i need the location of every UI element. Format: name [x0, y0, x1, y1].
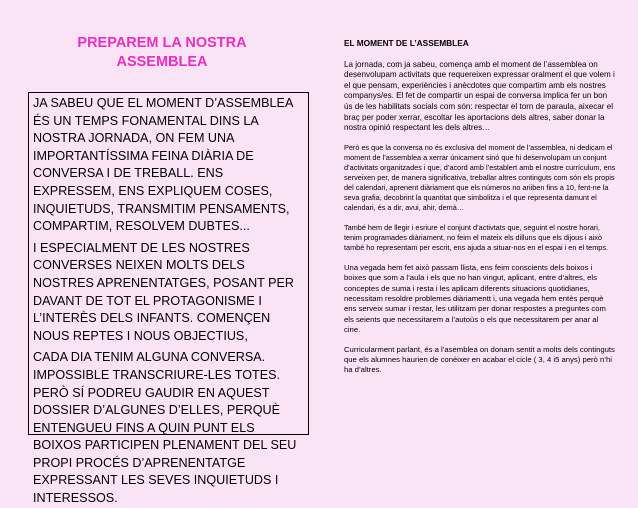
article-paragraph-3: També hem de llegir i esriure el conjunt d’activtats que, seguint el nostre horari, tenim programades diàriament, no feim el mateix els dilluns que els dijous i això també ho representam per escrit, ens ajuda a situar-nos en el espai i en el temps.	[344, 222, 609, 252]
title-line-1: PREPAREM LA NOSTRA	[77, 35, 247, 51]
assembly-article	[344, 38, 616, 385]
article-paragraph-4: Una vegada hem fet això passam llista, ens feim conscients dels boixos i boixes que som a l’aula i els que no han vingut, aplicant, entre d’altres, els conceptes de suma i resta i les aplicam diferents situacions quotidianes, necessitam resoldre problemes diàriamentt i, una vegada hem entès perquè ens serveix sumar i restar, les utilitzam per donar respostes a preguntes com els seients que necessitarem a l’autoùs o els que necessitarem per anar al cine.	[344, 262, 606, 335]
intro-text-box	[28, 92, 309, 506]
article-paragraph-1: La jornada, com ja sabeu, comença amb el moment de l’assemblea on desenvolupam activitats que requereixen expressar oralment el que volem i el que pensam, experiències i anècdotes que compartim amb els nostres companys/es. El fet de compartir un espai de conversa implica fer un bon ús de les habilitats socials com són: respectar el torn de paraula, aixecar el braç per poder xerrar, escoltar les aportacions dels altres, saber donar la nostra opinió respectant les dels altres…	[344, 59, 615, 133]
title-line-2: ASSEMBLEA	[116, 54, 208, 70]
article-heading: EL MOMENT DE L’ASSEMBLEA	[344, 38, 469, 48]
intro-paragraph-2: I ESPECIALMENT DE LES NOSTRES CONVERSES NEIXEN MOLTS DELS NOSTRES APRENENTATGES, POSANT PER DAVANT DE TOT EL PROTAGONISME I L’INTERÈS DELS INFANTS. COMENÇEN NOUS REPTES I NOUS OBJECTIUS,	[33, 240, 295, 343]
article-paragraph-5: Curricularment parlant, és a l’asemblea on donam sentit a molts dels continguts que els alumnes haurien de conèixer en acabar el cicle ( 3, 4 i5 anys) però n’hi ha d’altres.	[344, 344, 615, 375]
page-title	[52, 34, 272, 72]
intro-paragraph-3: CADA DIA TENIM ALGUNA CONVERSA. IMPOSSIBLE TRANSCRIURE-LES TOTES. PERÒ SÍ PODREU GAUDIR EN AQUEST DOSSIER D’ALGUNES D’ELLES, PERQUÈ ENTENGUEU FINS A QUIN PUNT ELS BOIXOS PARTICIPEN PLENAMENT DEL SEU PROPI PROCÉS D’APRENENTATGE EXPRESSANT LES SEVES INQUIETUDS I INTERESSOS.	[33, 350, 297, 506]
intro-paragraph-1: JA SABEU QUE EL MOMENT D’ASSEMBLEA ÉS UN TEMPS FONAMENTAL DINS LA NOSTRA JORNADA, ON FEM UNA IMPORTANTÍSSIMA FEINA DIÀRIA DE CONVERSA I DE TREBALL. ENS EXPRESSEM, ENS EXPLIQUEM COSES, INQUIETUDS, TRANSMITIM PENSAMENTS, COMPARTIM, RESOLVEM DUBTES...	[33, 96, 293, 234]
article-paragraph-2: Però es que la conversa no és exclusiva del moment de l’assemblea, ni dedicam el moment de l’assemblea a xerrar únicament sinó que hi desenvolupam un conjunt d’activitats organitzades i que, d’acord amb l’establert amb el nostre currículum, ens serveixen per, de manera significativa, treballar altres continguts com són els propis del calendari, aprenent diàriament que els números no ariiben fins a 10, fent-ne la seva grafia, decobrint la quantitat que simbolitza i el que representa damunt el calendari, és a dir, avui, ahir, demà…	[344, 142, 616, 212]
